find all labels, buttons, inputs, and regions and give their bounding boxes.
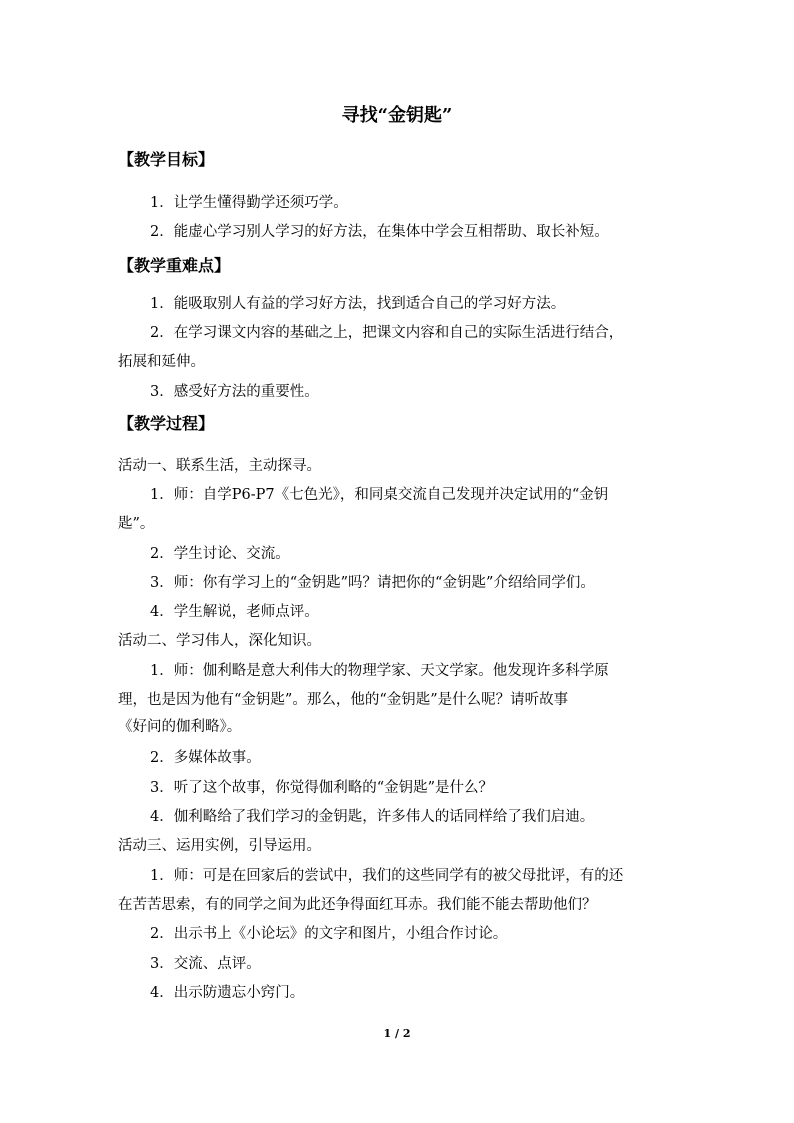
difficulty-item-2-continued: 拓展和延伸。 (118, 354, 205, 370)
activity-3-title: 活动三、运用实例，引导运用。 (118, 838, 321, 854)
activity-2-item-1-continued-b: 《好问的伽利略》。 (118, 719, 242, 735)
document-title: 寻找“金钥匙” (341, 105, 453, 126)
activity-3-item-3: 3．交流、点评。 (150, 956, 261, 972)
difficulty-item-3: 3．感受好方法的重要性。 (150, 384, 319, 400)
activity-2-item-1: 1．师：伽利略是意大利伟大的物理学家、天文学家。他发现许多科学原 (150, 663, 609, 679)
section-heading-process: 【教学过程】 (118, 414, 215, 433)
activity-2-item-2: 2．多媒体故事。 (150, 750, 261, 766)
activity-1-title: 活动一、联系生活，主动探寻。 (118, 458, 321, 474)
activity-3-item-1: 1．师：可是在回家后的尝试中，我们的这些同学有的被父母批评，有的还 (150, 868, 624, 884)
activity-2-item-4: 4．伽利略给了我们学习的金钥匙，许多伟人的话同样给了我们启迪。 (150, 809, 595, 825)
activity-1-item-4: 4．学生解说，老师点评。 (150, 604, 319, 620)
goal-item-1: 1．让学生懂得勤学还须巧学。 (150, 195, 348, 211)
activity-3-item-1-continued: 在苦苦思索，有的同学之间为此还争得面红耳赤。我们能不能去帮助他们？ (118, 897, 597, 913)
difficulty-item-2: 2．在学习课文内容的基础之上，把课文内容和自己的实际生活进行结合， (150, 325, 624, 341)
activity-1-item-1: 1．师：自学P6-P7《七色光》，和同桌交流自己发现并决定试用的“金钥 (150, 487, 609, 503)
activity-1-item-1-continued: 匙”。 (118, 516, 155, 532)
difficulty-item-1: 1．能吸取别人有益的学习好方法，找到适合自己的学习好方法。 (150, 296, 566, 312)
goal-item-2: 2．能虚心学习别人学习的好方法，在集体中学会互相帮助、取长补短。 (150, 224, 609, 240)
activity-2-item-3: 3．听了这个故事，你觉得伽利略的“金钥匙”是什么？ (150, 780, 494, 796)
activity-1-item-2: 2．学生讨论、交流。 (150, 546, 290, 562)
page-number: 1 / 2 (383, 1027, 411, 1040)
activity-2-item-1-continued-a: 理，也是因为他有“金钥匙”。那么，他的“金钥匙”是什么呢？请听故事 (118, 692, 569, 708)
activity-3-item-2: 2．出示书上《小论坛》的文字和图片，小组合作讨论。 (150, 926, 508, 942)
section-heading-difficulties: 【教学重难点】 (118, 256, 231, 275)
activity-1-item-3: 3．师：你有学习上的“金钥匙”吗？请把你的“金钥匙”介绍给同学们。 (150, 575, 595, 591)
activity-2-title: 活动二、学习伟人，深化知识。 (118, 633, 321, 649)
section-heading-goals: 【教学目标】 (118, 150, 215, 169)
activity-3-item-4: 4．出示防遗忘小窍门。 (150, 985, 305, 1001)
